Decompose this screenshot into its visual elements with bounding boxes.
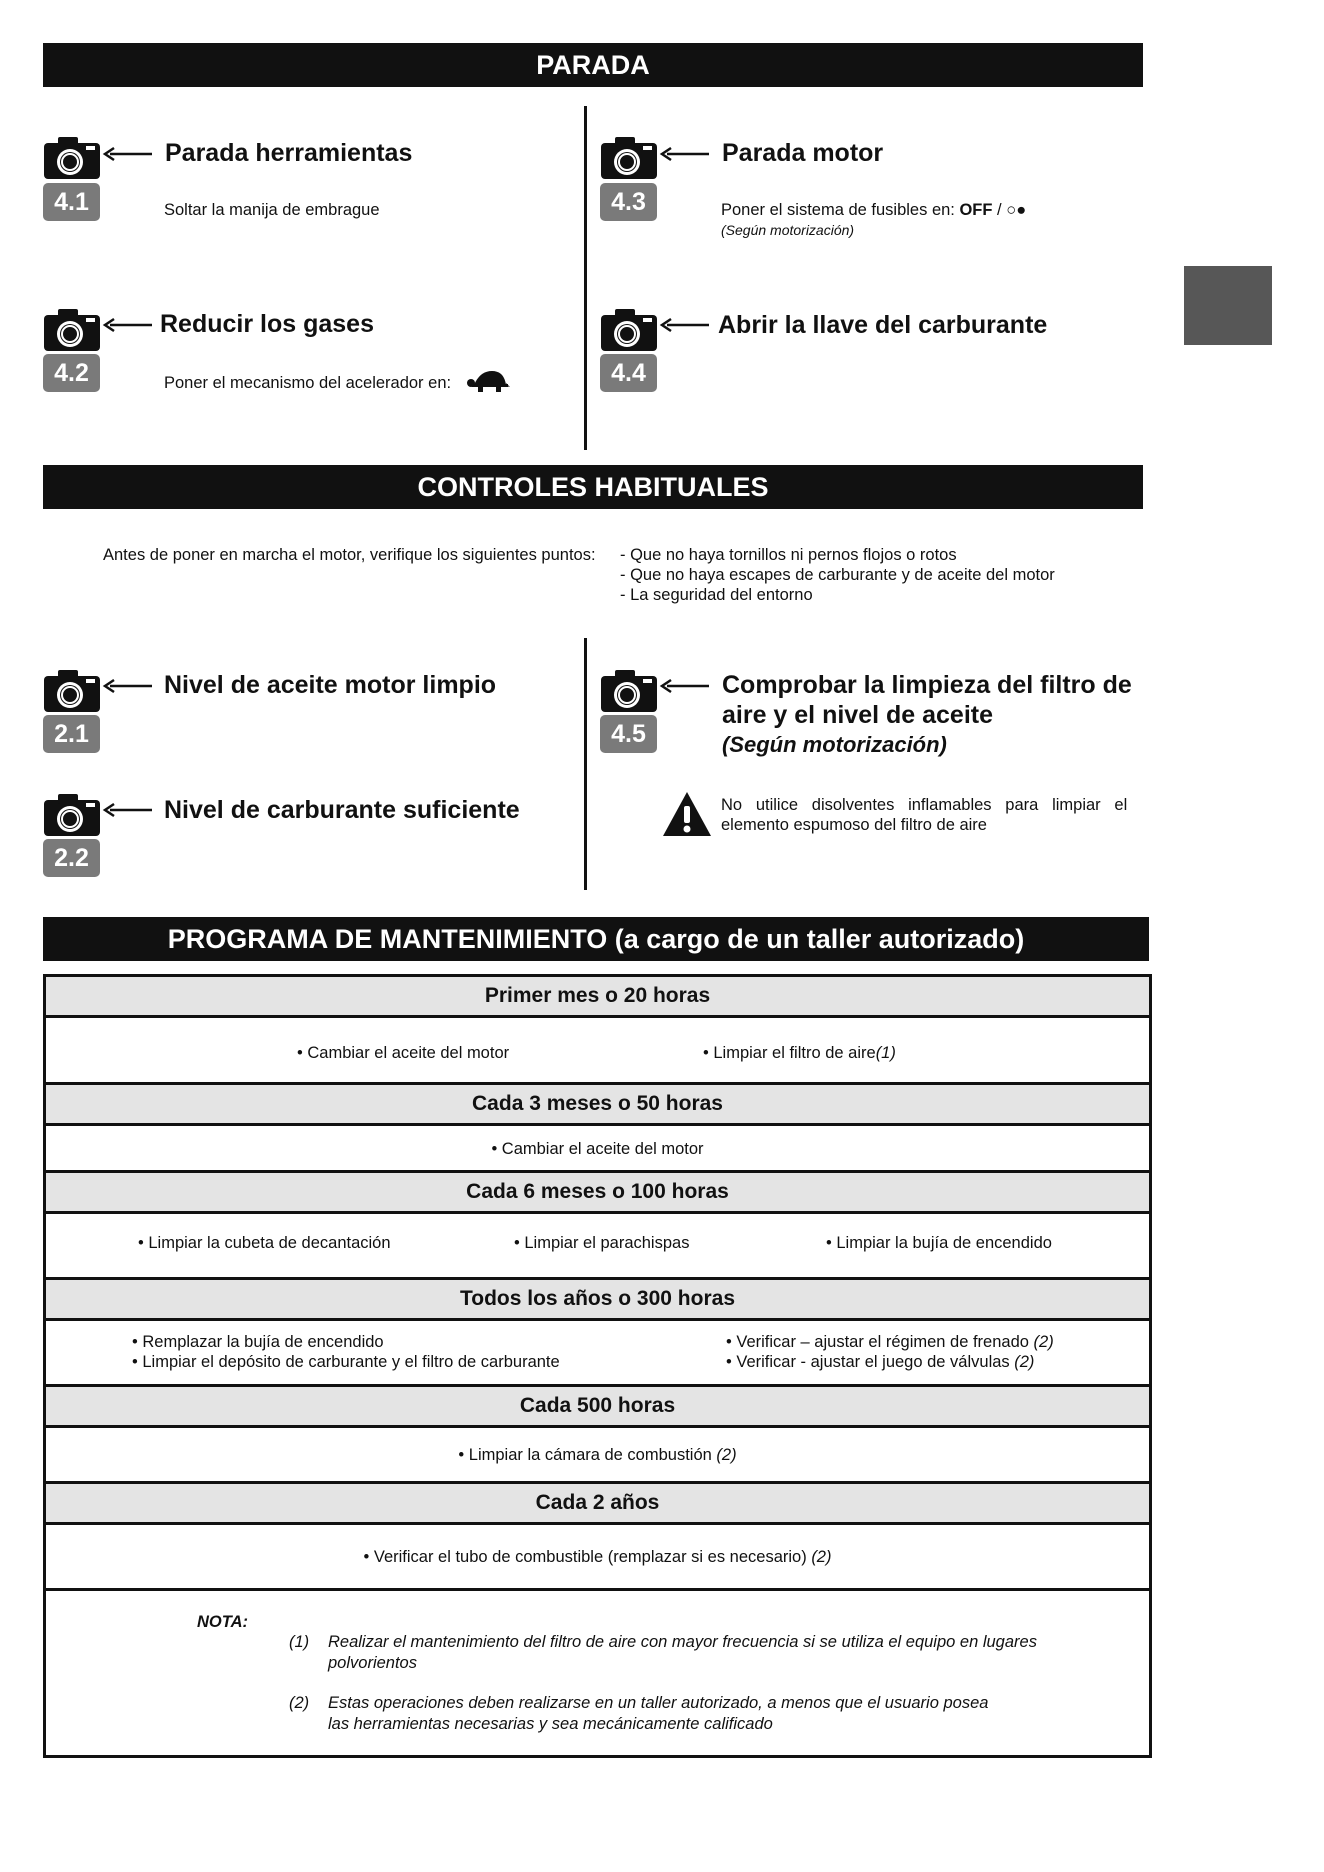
table-cell: • Limpiar la cubeta de decantación bbox=[138, 1234, 391, 1252]
arrow-left-icon bbox=[659, 146, 709, 162]
step-text-4-1: Soltar la manija de embrague bbox=[164, 201, 380, 219]
table-section-header: Cada 2 años bbox=[46, 1481, 1149, 1525]
parada-banner: PARADA bbox=[43, 43, 1143, 87]
table-section-header: Cada 6 meses o 100 horas bbox=[46, 1170, 1149, 1214]
step-number-4-3: 4.3 bbox=[600, 183, 657, 221]
table-cell: • Cambiar el aceite del motor bbox=[491, 1140, 704, 1158]
turtle-icon bbox=[466, 369, 510, 393]
step-title-4-3: Parada motor bbox=[722, 139, 884, 167]
parada-divider bbox=[584, 106, 587, 450]
step-number-2-2: 2.2 bbox=[43, 839, 100, 877]
table-cell: • Limpiar el depósito de carburante y el filtro de carburante bbox=[132, 1353, 560, 1371]
controles-divider bbox=[584, 638, 587, 890]
step-number-4-4: 4.4 bbox=[600, 354, 657, 392]
table-cell: • Verificar - ajustar el juego de válvulas (2) bbox=[726, 1353, 1035, 1371]
warning-text-line2: elemento espumoso del filtro de aire bbox=[721, 816, 987, 834]
step-note-4-3: (Según motorización) bbox=[721, 222, 855, 238]
controles-point: - Que no haya tornillos ni pernos flojos o rotos bbox=[620, 546, 957, 564]
camera-icon bbox=[42, 135, 102, 181]
step-number-4-2: 4.2 bbox=[43, 354, 100, 392]
table-cell: • Cambiar el aceite del motor bbox=[297, 1044, 510, 1062]
camera-icon bbox=[599, 307, 659, 353]
table-cell: • Limpiar la bujía de encendido bbox=[826, 1234, 1052, 1252]
camera-icon bbox=[599, 668, 659, 714]
arrow-left-icon bbox=[102, 678, 152, 694]
step-subtitle-4-5: (Según motorización) bbox=[722, 732, 947, 757]
step-number-2-1: 2.1 bbox=[43, 715, 100, 753]
warning-icon bbox=[661, 790, 713, 838]
step-title-4-5-line2: aire y el nivel de aceite bbox=[722, 701, 993, 729]
table-cell: • Limpiar la cámara de combustión (2) bbox=[458, 1446, 737, 1464]
note-text-line2: las herramientas necesarias y sea mecánicamente calificado bbox=[328, 1715, 773, 1733]
step-number-4-5: 4.5 bbox=[600, 715, 657, 753]
table-cell: • Limpiar el filtro de aire(1) bbox=[703, 1044, 896, 1062]
warning-text: No utilice disolventes inflamables para limpiar el bbox=[721, 796, 1128, 814]
step-title-4-1: Parada herramientas bbox=[165, 139, 413, 167]
table-section-header: Todos los años o 300 horas bbox=[46, 1277, 1149, 1321]
table-cell: • Remplazar la bujía de encendido bbox=[132, 1333, 384, 1351]
arrow-left-icon bbox=[102, 802, 152, 818]
camera-icon bbox=[599, 135, 659, 181]
side-tab-marker bbox=[1184, 266, 1272, 345]
step-number-4-1: 4.1 bbox=[43, 183, 100, 221]
note-ref: (2) bbox=[289, 1694, 310, 1712]
note-text: Estas operaciones deben realizarse en un taller autorizado, a menos que el usuario posea bbox=[328, 1694, 989, 1712]
step-text-4-2: Poner el mecanismo del acelerador en: bbox=[164, 374, 452, 392]
table-cell: • Limpiar el parachispas bbox=[514, 1234, 690, 1252]
camera-icon bbox=[42, 792, 102, 838]
note-ref: (1) bbox=[289, 1633, 310, 1651]
nota-label: NOTA: bbox=[197, 1613, 249, 1631]
arrow-left-icon bbox=[659, 317, 709, 333]
step-text-4-3: Poner el sistema de fusibles en: OFF / ○● bbox=[721, 201, 1027, 219]
controles-banner: CONTROLES HABITUALES bbox=[43, 465, 1143, 509]
maintenance-table bbox=[43, 974, 1152, 1758]
table-cell: • Verificar – ajustar el régimen de frenado (2) bbox=[726, 1333, 1054, 1351]
step-title-4-2: Reducir los gases bbox=[160, 310, 374, 338]
controles-point: - La seguridad del entorno bbox=[620, 586, 813, 604]
table-divider bbox=[46, 1588, 1149, 1591]
table-section-header: Cada 500 horas bbox=[46, 1384, 1149, 1428]
arrow-left-icon bbox=[102, 146, 152, 162]
step-title-2-1: Nivel de aceite motor limpio bbox=[164, 671, 497, 699]
table-section-header: Primer mes o 20 horas bbox=[46, 974, 1149, 1018]
step-title-4-4: Abrir la llave del carburante bbox=[718, 311, 1048, 339]
step-title-4-5: Comprobar la limpieza del filtro de bbox=[722, 671, 1132, 699]
note-text: Realizar el mantenimiento del filtro de aire con mayor frecuencia si se utiliza el equipo en lugares bbox=[328, 1633, 1037, 1651]
arrow-left-icon bbox=[659, 678, 709, 694]
controles-point: - Que no haya escapes de carburante y de aceite del motor bbox=[620, 566, 1055, 584]
programa-banner: PROGRAMA DE MANTENIMIENTO (a cargo de un taller autorizado) bbox=[43, 917, 1149, 961]
arrow-left-icon bbox=[102, 317, 152, 333]
table-section-header: Cada 3 meses o 50 horas bbox=[46, 1082, 1149, 1126]
step-title-2-2: Nivel de carburante suficiente bbox=[164, 796, 520, 824]
note-text-line2: polvorientos bbox=[328, 1654, 417, 1672]
camera-icon bbox=[42, 307, 102, 353]
controles-intro: Antes de poner en marcha el motor, verifique los siguientes puntos: bbox=[103, 546, 596, 564]
camera-icon bbox=[42, 668, 102, 714]
table-cell: • Verificar el tubo de combustible (remplazar si es necesario) (2) bbox=[363, 1548, 832, 1566]
